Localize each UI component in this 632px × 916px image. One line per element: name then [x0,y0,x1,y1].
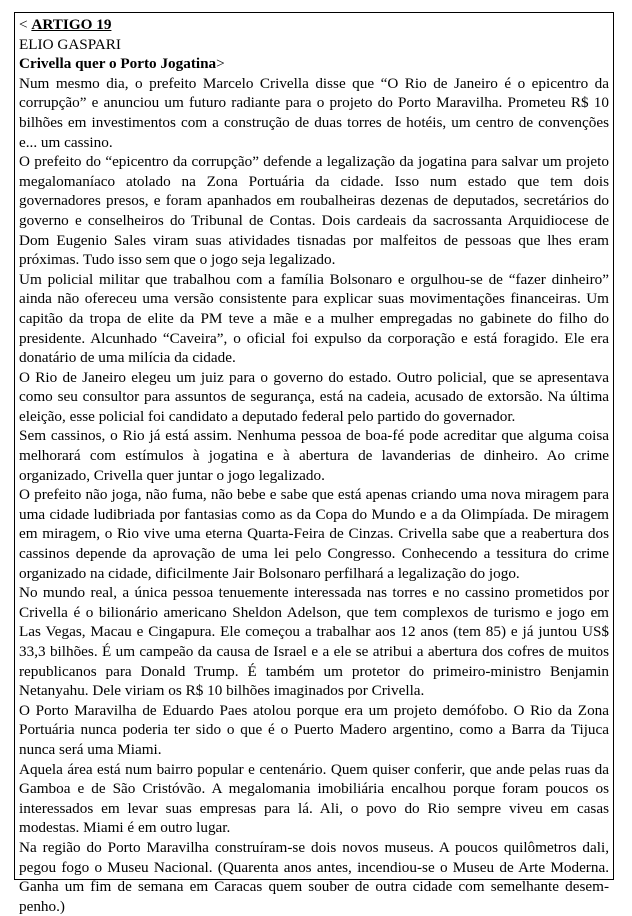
paragraph: O Porto Maravilha de Eduardo Paes atolou porque era um projeto demófobo. O Rio da Zona Portuária nunca poderia ter sido o que é o Puerto Madero argentino, como a Barra da Tijuca nunca será uma Miami. [19,701,609,758]
document-frame [14,12,614,915]
paragraph: Na região do Porto Maravilha construíram-se dois novos museus. A poucos quilômetros dali, pegou fogo o Museu Nacional. (Quarenta anos antes, incendiou-se o Museu de Arte Moderna. Ganha um fim de semana em Caracas quem souber de outra cidade com semelhante desempenho.) [19,838,609,915]
close-bracket: > [216,55,225,73]
paragraph: O prefeito não joga, não fuma, não bebe e sabe que está apenas criando uma nova miragem para uma cidade ludibriada por fantasias como as da Copa do Mundo e a da Olimpíada. De miragem em miragem, o Rio vive uma eterna Quarta-Feira de Cinzas. Crivella sabe que a reabertura dos cassinos depende da aprovação de uma lei pelo Congresso. Conhecendo a tessitura do crime organizado na cidade, dificilmente Jair Bolsonaro perfilhará a legalização do jogo. [19,486,609,582]
paragraph: O prefeito do “epicentro da corrupção” defende a legalização da jogatina para salvar um projeto megalomaníaco atolado na Zona Portuária da cidade. Isso num estado que tem dois governadores presos, e foram apanhados em roubalheiras dezenas de deputados, secretários do governo e conselheiros do Tribunal de Contas. Dois cardeais da sacrossanta Arquidiocese de Dom Eugenio Sales viram suas atividades tisnadas por malfeitos de pessoas que lhes eram próximas. Tudo isso sem que o jogo seja legalizado. [19,153,609,269]
paragraph: Aquela área está num bairro popular e centenário. Quem quiser conferir, que ande pelas ruas da Gamboa e de São Cristóvão. A megalomania imobiliária encalhou porque foram poucos os interessados em levar suas empresas para lá. Ali, o povo do Rio sempre viveu em casas modestas. Miami é em outro lugar. [19,760,609,837]
paragraph: No mundo real, a única pessoa tenuemente interessada nas torres e no cassino prometidos por Crivella é o bilionário americano Sheldon Adelson, que tem complexos de turismo e jogo em Las Vegas, Macau e Cingapura. Ele começou a trabalhar aos 12 anos (tem 85) e já juntou US$ 33,3 bilhões. É um campeão da causa de Israel e a ele se atribui a abertura dos cofres de muitos republicanos para Donald Trump. É também um protetor do primeiro-ministro Benjamin Netanyahu. Dele viriam os R$ 10 bilhões imaginados por Crivella. [19,584,609,700]
paragraph: Sem cassinos, o Rio já está assim. Nenhuma pessoa de boa-fé pode acreditar que alguma coisa melhorará com estímulos à jogatina e à abertura de lavanderias de dinheiro. Ao crime organizado, Crivella quer juntar o jogo legalizado. [19,427,609,484]
article-label: ARTIGO 19 [31,16,112,33]
title-line [19,54,609,74]
paragraph: Num mesmo dia, o prefeito Marcelo Crivella disse que “O Rio de Janeiro é o epicentro da corrupção” e anunciou um futuro radiante para o projeto do Porto Maravilha. Prometeu R$ 10 bilhões em investimentos com a construção de duas torres de hotéis, um centro de convenções e... um cassino. [19,74,609,151]
author-name: ELIO GASPARI [19,35,121,53]
paragraph: Um policial militar que trabalhou com a família Bolsonaro e orgulhou-se de “fazer dinheiro” ainda não ofereceu uma versão consistente para explicar suas movimentações financeiras. Um capitão da tropa de elite da PM teve a mãe e a mulher empregadas no gabinete do filho do presidente. Alcunhado “Caveira”, o oficial foi expulso da corporação e está foragido. Ele era donatário de uma milícia da cidade. [19,270,609,367]
document-title: Crivella quer o Porto Jogatina [19,55,217,73]
article-header [19,15,609,35]
paragraph: O Rio de Janeiro elegeu um juiz para o governo do estado. Outro policial, que se apresentava como seu consultor para assuntos de segurança, está na cadeia, acusado de extorsão. Na última eleição, esse policial foi candidato a deputado federal pelo partido do governador. [19,368,609,425]
open-bracket: < [19,16,32,33]
